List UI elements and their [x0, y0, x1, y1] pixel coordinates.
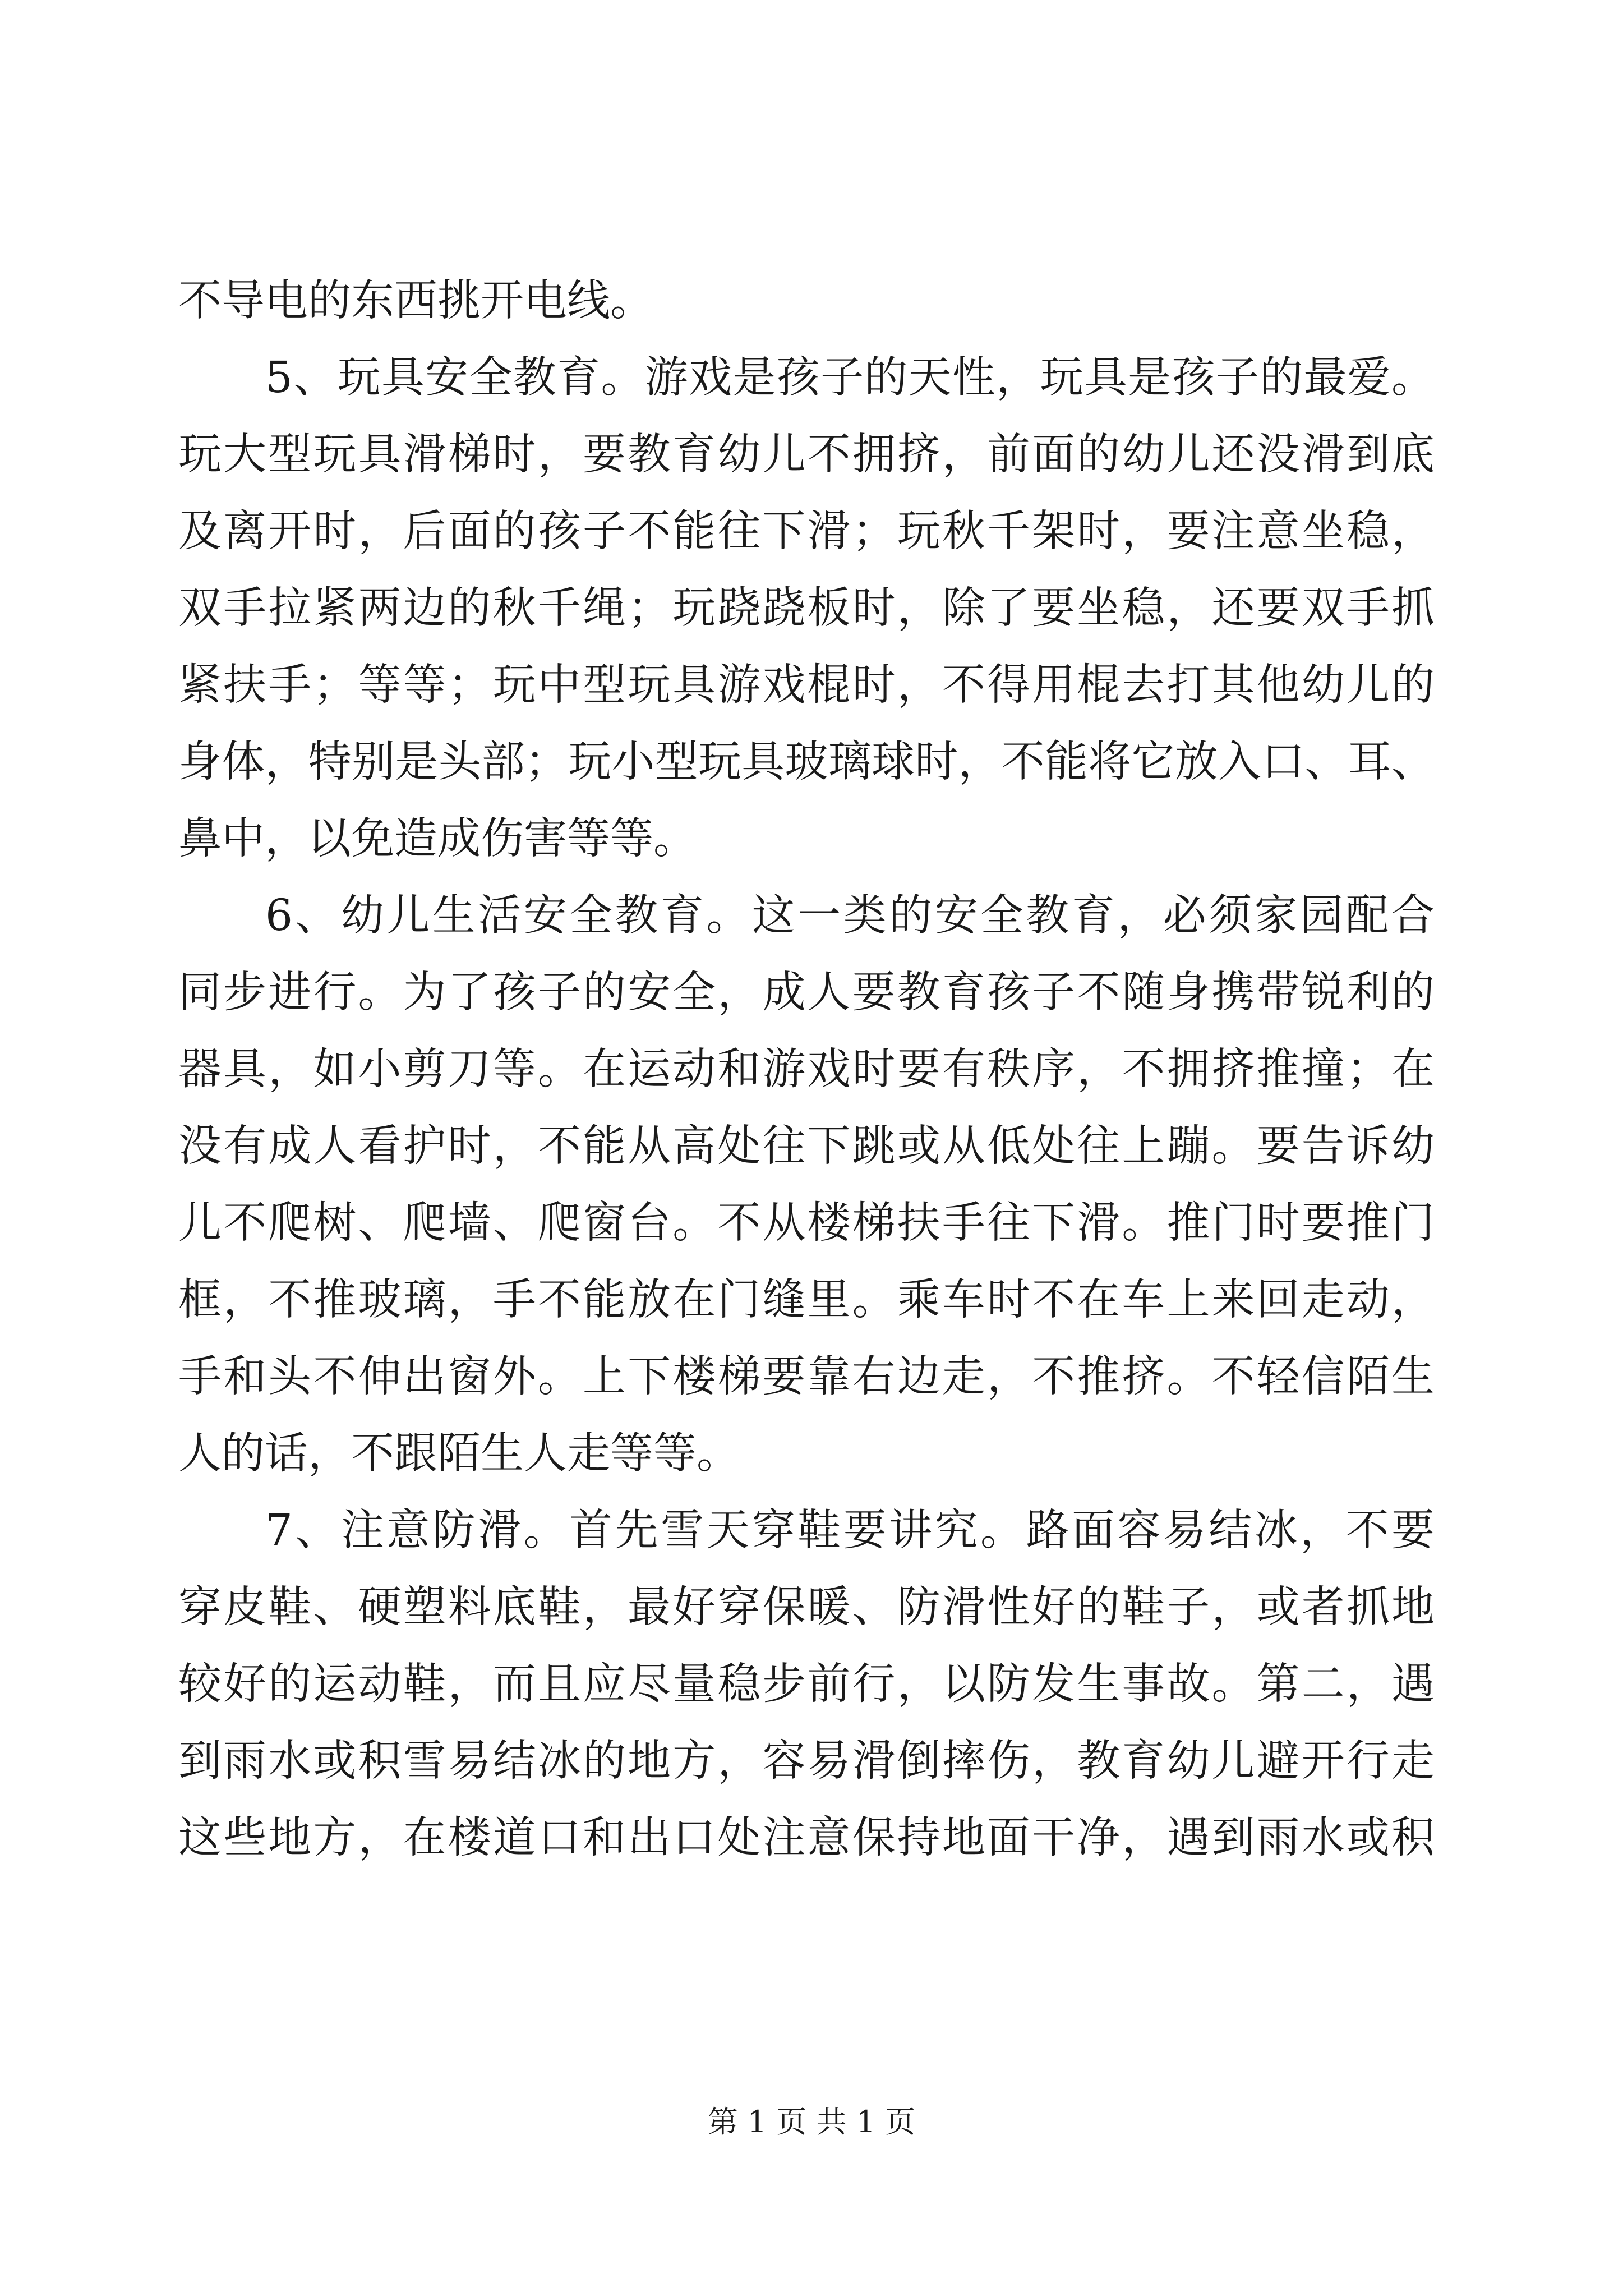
text-line: 较好的运动鞋，而且应尽量稳步前行，以防发生事故。第二，遇: [178, 1659, 1435, 1709]
text-line: 手和头不伸出窗外。上下楼梯要靠右边走，不推挤。不轻信陌生: [178, 1352, 1435, 1402]
text-line: 儿不爬树、爬墙、爬窗台。不从楼梯扶手往下滑。推门时要推门: [178, 1198, 1435, 1248]
text-line: 到雨水或积雪易结冰的地方，容易滑倒摔伤，教育幼儿避开行走: [178, 1736, 1435, 1786]
text-line: 不导电的东西挑开电线。: [178, 276, 653, 326]
text-line: 紧扶手；等等；玩中型玩具游戏棍时，不得用棍去打其他幼儿的: [178, 660, 1435, 710]
text-line: 玩大型玩具滑梯时，要教育幼儿不拥挤，前面的幼儿还没滑到底: [178, 430, 1435, 480]
text-line: 这些地方，在楼道口和出口处注意保持地面干净，遇到雨水或积: [178, 1813, 1435, 1863]
page-number-footer: 第 1 页 共 1 页: [707, 2104, 916, 2139]
text-line: 6、幼儿生活安全教育。这一类的安全教育，必须家园配合: [265, 891, 1435, 941]
text-line: 身体，特别是头部；玩小型玩具玻璃球时，不能将它放入口、耳、: [178, 737, 1435, 787]
text-line: 没有成人看护时，不能从高处往下跳或从低处往上蹦。要告诉幼: [178, 1121, 1435, 1171]
text-line: 框，不推玻璃，手不能放在门缝里。乘车时不在车上来回走动，: [178, 1275, 1435, 1325]
text-line: 穿皮鞋、硬塑料底鞋，最好穿保暖、防滑性好的鞋子，或者抓地: [178, 1582, 1435, 1632]
text-line: 鼻中，以免造成伤害等等。: [178, 814, 697, 864]
text-line: 7、注意防滑。首先雪天穿鞋要讲究。路面容易结冰，不要: [265, 1506, 1435, 1556]
text-line: 器具，如小剪刀等。在运动和游戏时要有秩序，不拥挤推撞；在: [178, 1045, 1435, 1094]
text-line: 及离开时，后面的孩子不能往下滑；玩秋千架时，要注意坐稳，: [178, 507, 1435, 556]
text-line: 人的话，不跟陌生人走等等。: [178, 1429, 740, 1479]
text-line: 5、玩具安全教育。游戏是孩子的天性，玩具是孩子的最爱。: [265, 353, 1435, 403]
text-line: 双手拉紧两边的秋千绳；玩跷跷板时，除了要坐稳，还要双手抓: [178, 583, 1435, 633]
text-line: 同步进行。为了孩子的安全，成人要教育孩子不随身携带锐利的: [178, 968, 1435, 1018]
body-text: [178, 263, 1435, 1876]
